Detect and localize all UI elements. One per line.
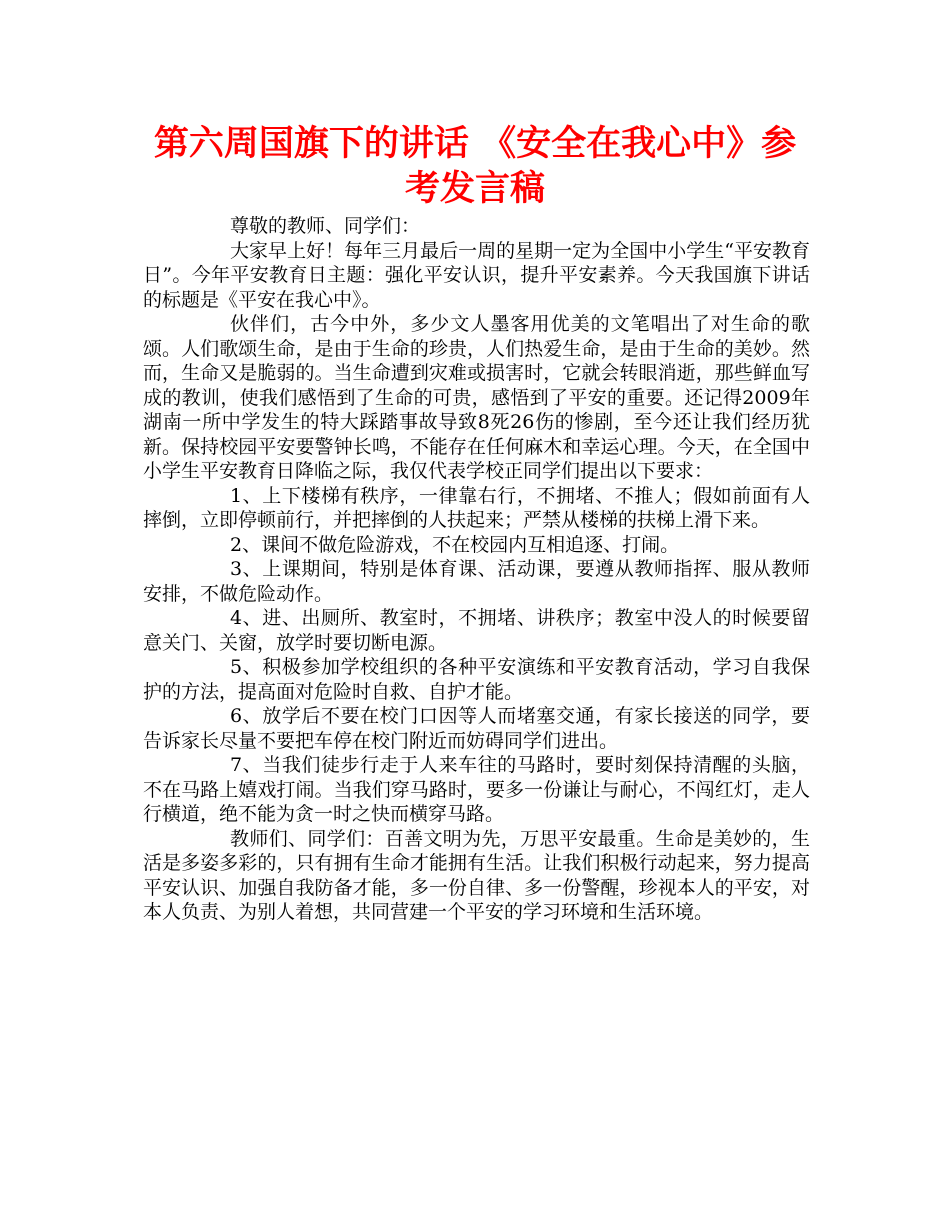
rule-item-2: 2、课间不做危险游戏，不在校园内互相追逐、打闹。 (230, 533, 680, 556)
document-body (143, 214, 810, 925)
paragraph-closing: 教师们、同学们：百善文明为先，万思平安最重。生命是美妙的，生活是多姿多彩的，只有拥有生命才能拥有生活。让我们积极行动起来，努力提高平安认识、加强自我防备才能，多一份自律、多一份警醒，珍视本人的平安，对本人负责、为别人着想，共同营建一个平安的学习环境和生活环境。 (143, 827, 810, 923)
paragraph-intro: 伙伴们，古今中外，多少文人墨客用优美的文笔唱出了对生命的歌颂。人们歌颂生命，是由于生命的珍贵，人们热爱生命，是由于生命的美妙。然而，生命又是脆弱的。当生命遭到灾难或损害时，它就会转眼消逝，那些鲜血写成的教训，使我们感悟到了生命的可贵，感悟到了平安的重要。还记得2009年湖南一所中学发生的特大踩踏事故导致8死26伤的惨剧，至今还让我们经历犹新。保持校园平安要警钟长鸣，不能存在任何麻木和幸运心理。今天，在全国中小学生平安教育日降临之际，我仅代表学校正同学们提出以下要求： (143, 313, 810, 482)
salutation: 尊敬的教师、同学们： (230, 215, 421, 237)
rule-item-3: 3、上课期间，特别是体育课、活动课，要遵从教师指挥、服从教师安排，不做危险动作。 (143, 558, 810, 605)
paragraph-greeting: 大家早上好！每年三月最后一周的星期一定为全国中小学生“平安教育日”。今年平安教育日主题：强化平安认识，提升平安素养。今天我国旗下讲话的标题是《平安在我心中》。 (143, 239, 810, 311)
rule-item-1: 1、上下楼梯有秩序，一律靠右行，不拥堵、不推人；假如前面有人摔倒，立即停顿前行，并把摔倒的人扶起来；严禁从楼梯的扶梯上滑下来。 (143, 484, 810, 531)
rule-item-7: 7、当我们徒步行走于人来车往的马路时，要时刻保持清醒的头脑，不在马路上嬉戏打闹。当我们穿马路时，要多一份谦让与耐心，不闯红灯，走人行横道，绝不能为贪一时之快而横穿马路。 (143, 754, 810, 825)
document-title: 第六周国旗下的讲话 《安全在我心中》参考发言稿 (153, 124, 797, 209)
rule-item-6: 6、放学后不要在校门口因等人而堵塞交通，有家长接送的同学，要告诉家长尽量不要把车停在校门附近而妨碍同学们进出。 (143, 705, 810, 752)
rule-item-5: 5、积极参加学校组织的各种平安演练和平安教育活动，学习自我保护的方法，提高面对危险时自救、自护才能。 (143, 656, 810, 703)
rule-item-4: 4、进、出厕所、教室时，不拥堵、讲秩序；教室中没人的时候要留意关门、关窗，放学时要切断电源。 (143, 607, 810, 654)
